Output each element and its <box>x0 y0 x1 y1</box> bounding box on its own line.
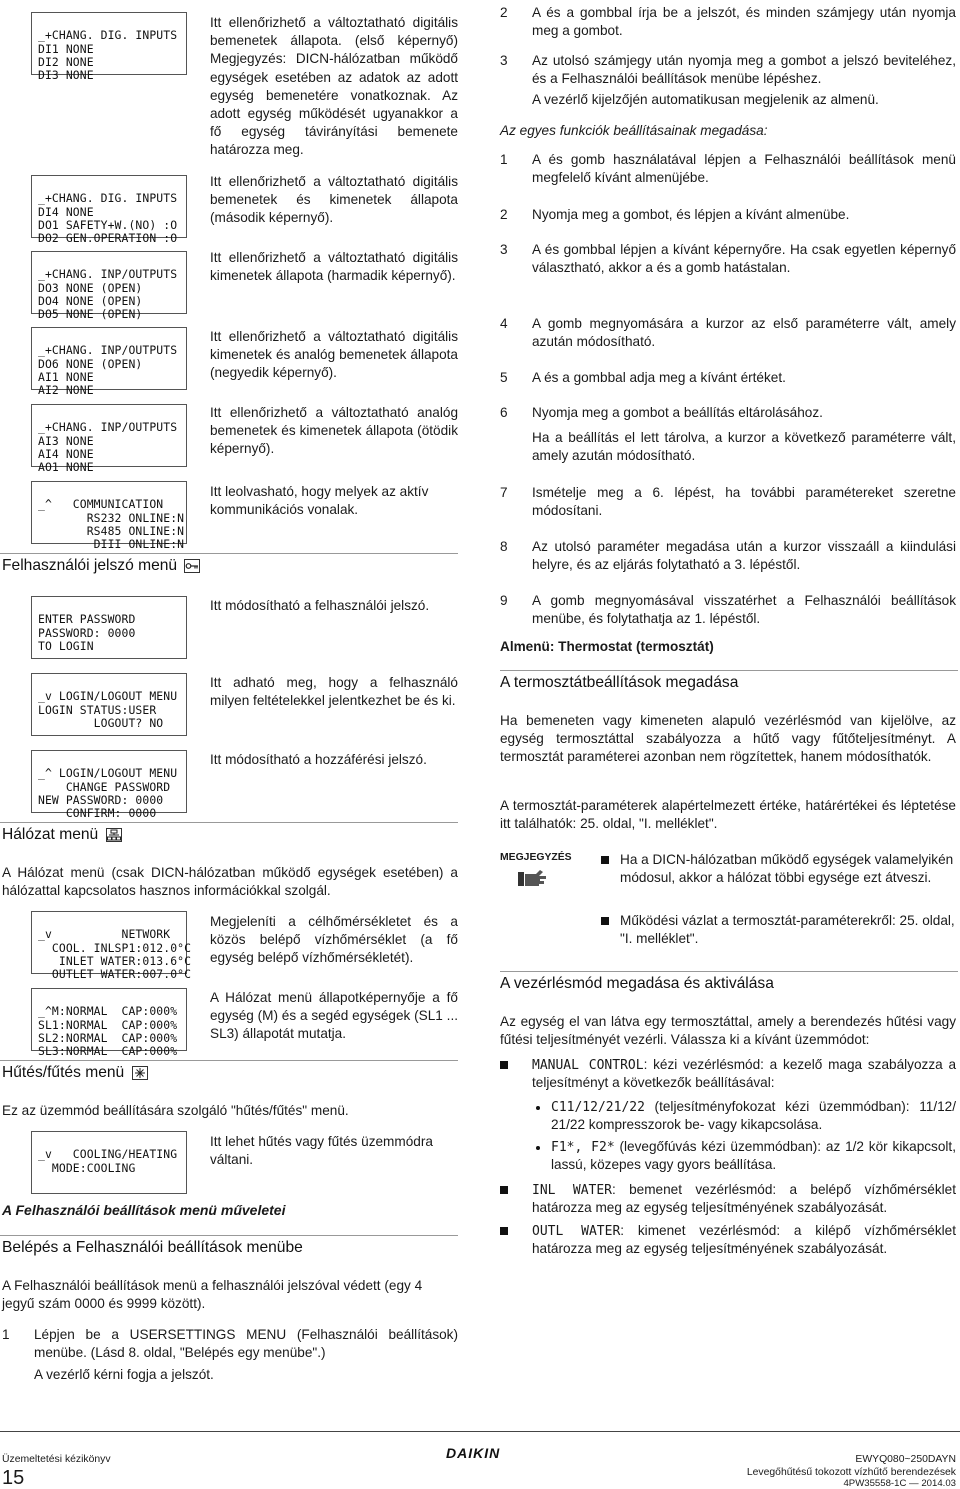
func-3-text: A és gombbal lépjen a kívánt képernyőre. Ha csak egyetlen képernyő választható, akkor a és a gomb hatástalan. <box>532 242 956 276</box>
func-1-num: 1 <box>500 152 508 167</box>
lcd-line: AI1 NONE <box>38 369 94 384</box>
lcd-line: AO1 NONE <box>38 460 94 475</box>
lcd-line: COOL. INLSP1:012.0°C <box>38 940 192 955</box>
func-5-text: A és a gombbal adja meg a kívánt értéket. <box>532 370 786 385</box>
mode-outlet <box>532 1222 956 1259</box>
mode-inlet <box>532 1181 956 1218</box>
key-icon <box>184 559 200 573</box>
func-8-text: Az utolsó paraméter megadása után a kurzor visszaáll a kiindulási helyre, és az eljárás folytatható a 3. lépéstől. <box>532 539 956 573</box>
desc-inputs-1: Itt ellenőrizhető a változtatható digitális bemenetek állapota. (első képernyő) Megjegyzés: DICN-hálózatban működő egységek esetében az adatok az adott egység bemenetére vonatkoznak. Az adott egység működését ugyanakkor a fő egység távirányítási bemenete határozza meg. <box>210 15 458 158</box>
desc-inputs-3: Itt ellenőrizhető a változtatható digitális kimenetek állapota (harmadik képernyő). <box>210 250 458 284</box>
lcd-line: INLET WATER:013.6°C <box>38 953 192 968</box>
lcd-line: AI2 NONE <box>38 383 94 398</box>
lcd-line: CHANGE PASSWORD <box>38 779 171 794</box>
lcd-line: NEW PASSWORD: 0000 <box>38 792 164 807</box>
func-7-text: Ismételje meg a 6. lépést, ha további paramétereket szeretne módosítani. <box>532 485 956 519</box>
footer-rule <box>0 1431 960 1432</box>
func-9-text: A gomb megnyomásával visszatérhet a Felhasználói beállítások menübe, és folytathatja az 1. lépéstől. <box>532 593 956 627</box>
note-hand-icon <box>518 866 548 895</box>
lcd-line: DO1 SAFETY+W.(NO) :O <box>38 217 178 232</box>
mode-key: OUTL WATER <box>532 1224 621 1239</box>
mode-manual <box>532 1056 956 1093</box>
lcd-line: DO6 NONE (OPEN) <box>38 356 143 371</box>
lcd-inputs-4 <box>31 327 187 398</box>
lcd-line: SL1:NORMAL CAP:000% <box>38 1017 178 1032</box>
lcd-line: CONFIRM: 0000 <box>38 806 157 821</box>
lcd-line: SL3:NORMAL CAP:000% <box>38 1044 178 1059</box>
func-2-num: 2 <box>500 207 508 222</box>
coolheat-intro: Ez az üzemmód beállítására szolgáló "hűtés/fűtés" menü. <box>2 1103 349 1118</box>
mode-text: : kimenet vezérlésmód: a kilépő vízhőmérséklet határozza meg az egység teljesítményének szabályozását. <box>532 1223 956 1257</box>
note-bullet <box>601 856 609 864</box>
desc-communication: Itt leolvasható, hogy melyek az aktív kommunikációs vonalak. <box>210 484 429 518</box>
mode-text: (levegőfúvás kézi üzemmódban): az 1/2 kör kikapcsolt, lassú, közepes vagy gyors beállítása. <box>551 1139 956 1173</box>
heading-coolheat-menu <box>2 1064 148 1083</box>
footer-product: Levegőhűtésű tokozott vízhűtő berendezések <box>746 1467 956 1478</box>
note-2: Működési vázlat a termosztát-paraméterekről: 25. oldal, "I. melléklet". <box>620 913 955 947</box>
lcd-line: _+CHANG. DIG. INPUTS <box>38 28 178 43</box>
lcd-line: DO3 NONE (OPEN) <box>38 280 143 295</box>
divider <box>0 822 458 823</box>
heading-operations: A Felhasználói beállítások menü műveletei <box>2 1202 286 1218</box>
desc-unit-status: A Hálózat menü állapotképernyője a fő egység (M) és a segéd egységek (SL1 ... SL3) állapotát mutatja. <box>210 990 458 1042</box>
lcd-line: SL2:NORMAL CAP:000% <box>38 1030 178 1045</box>
lcd-line: _^ COMMUNICATION <box>38 497 164 512</box>
lcd-line: MODE:COOLING <box>38 1160 136 1175</box>
func-8-num: 8 <box>500 539 508 554</box>
func-7-num: 7 <box>500 485 508 500</box>
lcd-line: LOGOUT? NO <box>38 715 164 730</box>
control-mode-para: Az egység el van látva egy termosztáttal, amely a berendezés hűtési vagy fűtési teljesítményét vezérli. Válassza ki a kívánt üzemmódot: <box>500 1014 956 1048</box>
func-5-num: 5 <box>500 370 508 385</box>
desc-change-password: Itt módosítható a hozzáférési jelszó. <box>210 752 427 767</box>
submenu-heading: Almenü: Thermostat (termosztát) <box>500 639 714 654</box>
step-3-text: Az utolsó számjegy után nyomja meg a gombot a jelszó beviteléhez, és a Felhasználói beállítások menübe lépéshez. <box>532 53 956 87</box>
heading-text: Felhasználói jelszó menü <box>2 557 178 574</box>
desc-inputs-2: Itt ellenőrizhető a változtatható digitális bemenetek és kimenetek állapota (második képernyő). <box>210 174 458 226</box>
function-heading: Az egyes funkciók beállításainak megadása: <box>500 123 768 138</box>
step-text: Lépjen be a USERSETTINGS MENU (Felhasználói beállítások) menübe. (Lásd 8. oldal, "Belépés egy menübe".) <box>34 1327 458 1361</box>
func-3-num: 3 <box>500 242 508 257</box>
lcd-line: DI1 NONE <box>38 41 94 56</box>
sub-bullet <box>536 1146 540 1150</box>
lcd-communication <box>31 481 187 552</box>
note-label: MEGJEGYZÉS <box>500 852 572 863</box>
func-9-num: 9 <box>500 593 508 608</box>
lcd-line: _v NETWORK <box>38 927 171 942</box>
desc-login: Itt adható meg, hogy a felhasználó milyen feltételekkel jelentkezhet be és ki. <box>210 675 458 709</box>
func-4-text: A gomb megnyomására a kurzor az első paraméterre vált, amely azután módosítható. <box>532 316 956 350</box>
func-6-num: 6 <box>500 405 508 420</box>
step-3-note: A vezérlő kijelzőjén automatikusan megjelenik az almenü. <box>532 92 879 107</box>
lcd-inputs-1 <box>31 12 187 83</box>
lcd-line: PASSWORD: 0000 <box>38 625 136 640</box>
lcd-line: _v LOGIN/LOGOUT MENU <box>38 689 178 704</box>
lcd-line: RS485 ONLINE:N <box>38 523 185 538</box>
footer-doc: 4PW35558-1C — 2014.03 <box>843 1478 956 1489</box>
heading-network-menu <box>2 826 122 845</box>
footer-manual-title: Üzemeltetési kézikönyv <box>2 1454 111 1465</box>
lcd-line: RS232 ONLINE:N <box>38 510 185 525</box>
lcd-line: DO5 NONE (OPEN) <box>38 307 143 322</box>
mode-manual-fan <box>551 1138 956 1175</box>
desc-inputs-5: Itt ellenőrizhető a változtatható analóg bemenetek és kimenetek állapota (ötödik képernyő). <box>210 405 458 457</box>
footer-page-number: 15 <box>2 1467 25 1489</box>
lcd-line: AI4 NONE <box>38 446 94 461</box>
footer-model: EWYQ080~250DAYN <box>855 1454 956 1465</box>
mode-text: : kézi vezérlésmód: a kezelő maga szabályozza a teljesítményt a következők beállításával: <box>532 1057 957 1091</box>
lcd-line: _^ LOGIN/LOGOUT MENU <box>38 766 178 781</box>
lcd-line: DIII ONLINE:N <box>38 537 185 552</box>
mode-bullet <box>500 1061 508 1069</box>
thermostat-para-1: Ha bemeneten vagy kimeneten alapuló vezérlésmód van kijelölve, az egység termosztáttal szabályozza a hűtő vagy fűtőteljesítményt. A termosztát paraméterei azonban nem rögzítettek, hanem módosíthatók. <box>500 713 956 765</box>
func-6-note: Ha a beállítás el lett tárolva, a kurzor a következő paraméterre vált, amely azután módosítható. <box>532 430 956 464</box>
heading-enter-menu: Belépés a Felhasználói beállítások menübe <box>2 1239 303 1256</box>
func-1-text: A és gomb használatával lépjen a Felhasználói beállítások menü megfelelő kívánt almenüjébe. <box>532 152 956 186</box>
heading-thermostat: A termosztátbeállítások megadása <box>500 674 739 691</box>
lcd-line: DI4 NONE <box>38 204 94 219</box>
sub-bullet <box>536 1106 540 1110</box>
mode-manual-capacity <box>551 1098 956 1135</box>
heading-control-mode: A vezérlésmód megadása és aktiválása <box>500 975 774 992</box>
mode-text: : bemenet vezérlésmód: a belépő vízhőmérséklet határozza meg az egység teljesítményének szabályozását. <box>532 1182 956 1216</box>
func-4-num: 4 <box>500 316 508 331</box>
step-number: 1 <box>2 1327 10 1342</box>
lcd-line: _+CHANG. DIG. INPUTS <box>38 191 178 206</box>
heading-text: Hálózat menü <box>2 826 99 843</box>
step-3-num: 3 <box>500 53 508 68</box>
lcd-inputs-3 <box>31 251 187 322</box>
lcd-line: OUTLET WATER:007.0°C <box>38 967 192 982</box>
heading-text: Hűtés/fűtés menü <box>2 1064 125 1081</box>
network-icon <box>106 828 122 842</box>
lcd-line: DI3 NONE <box>38 68 94 83</box>
func-2-text: Nyomja meg a gombot, és lépjen a kívánt almenübe. <box>532 207 850 222</box>
note-bullet <box>601 917 609 925</box>
lcd-inputs-5 <box>31 404 187 475</box>
lcd-login <box>31 673 187 736</box>
lcd-line: _^M:NORMAL CAP:000% <box>38 1004 178 1019</box>
mode-bullet <box>500 1227 508 1235</box>
divider <box>500 971 958 972</box>
desc-coolheat: Itt lehet hűtés vagy fűtés üzemmódra váltani. <box>210 1134 433 1168</box>
lcd-line: DO2 GEN.OPERATION :O <box>38 231 178 246</box>
lcd-unit-status <box>31 988 187 1059</box>
lcd-line: AI3 NONE <box>38 433 94 448</box>
thermostat-para-2: A termosztát-paraméterek alapértelmezett értéke, határértékei és léptetése itt találhatók: 25. oldal, "I. melléklet". <box>500 798 956 832</box>
lcd-line: _v COOLING/HEATING <box>38 1147 178 1162</box>
mode-bullet <box>500 1186 508 1194</box>
enter-intro: A Felhasználói beállítások menü a felhasználói jelszóval védett (egy 4 jegyű szám 0000 és 9999 között). <box>2 1278 423 1312</box>
step-2-num: 2 <box>500 5 508 20</box>
lcd-network <box>31 911 192 982</box>
network-intro: A Hálózat menü (csak DICN-hálózatban működő egységek esetében) a hálózattal kapcsolatos hasznos információkkal szolgál. <box>2 865 458 899</box>
lcd-change-password <box>31 750 187 821</box>
mode-key: MANUAL CONTROL <box>532 1058 644 1073</box>
mode-key: F1*, F2* <box>551 1140 615 1155</box>
step-2-text: A és a gombbal írja be a jelszót, és minden számjegy után nyomja meg a gombot. <box>532 5 956 39</box>
snowflake-sun-icon <box>132 1066 148 1080</box>
lcd-line: LOGIN STATUS:USER <box>38 702 157 717</box>
divider <box>0 553 458 554</box>
lcd-line: _+CHANG. INP/OUTPUTS <box>38 343 178 358</box>
mode-text: (teljesítményfokozat kézi üzemmódban): 11/12/ 21/22 kompresszorok be- vagy kikapcsolása. <box>551 1099 956 1133</box>
lcd-line: ENTER PASSWORD <box>38 612 136 627</box>
func-6-text: Nyomja meg a gombot a beállítás eltárolásához. <box>532 405 823 420</box>
daikin-logo <box>446 1444 500 1463</box>
lcd-coolheat <box>31 1131 187 1194</box>
divider <box>500 670 958 671</box>
mode-key: INL WATER <box>532 1183 612 1198</box>
lcd-line: _+CHANG. INP/OUTPUTS <box>38 420 178 435</box>
desc-network: Megjeleníti a célhőmérsékletet és a közös belépő vízhőmérséklet (a fő egység belépő vízhőmérsékletét). <box>210 914 458 966</box>
divider <box>0 1235 458 1236</box>
lcd-inputs-2 <box>31 175 187 246</box>
lcd-line: _+CHANG. INP/OUTPUTS <box>38 267 178 282</box>
lcd-line: DI2 NONE <box>38 54 94 69</box>
logo-text: DAIKIN <box>446 1445 501 1461</box>
lcd-line: TO LOGIN <box>38 638 94 653</box>
divider <box>0 1060 458 1061</box>
lcd-line: DO4 NONE (OPEN) <box>38 293 143 308</box>
lcd-password <box>31 596 187 659</box>
note-1: Ha a DICN-hálózatban működő egységek valamelyikén módosul, akkor a hálózat többi egysége ezt átveszi. <box>620 852 954 886</box>
heading-password-menu <box>2 557 200 576</box>
desc-password: Itt módosítható a felhasználói jelszó. <box>210 598 430 613</box>
mode-key: C11/12/21/22 <box>551 1100 645 1115</box>
desc-inputs-4: Itt ellenőrizhető a változtatható digitális kimenetek és analóg bemenetek állapota (negyedik képernyő). <box>210 329 458 381</box>
step-1-note: A vezérlő kérni fogja a jelszót. <box>34 1367 214 1382</box>
